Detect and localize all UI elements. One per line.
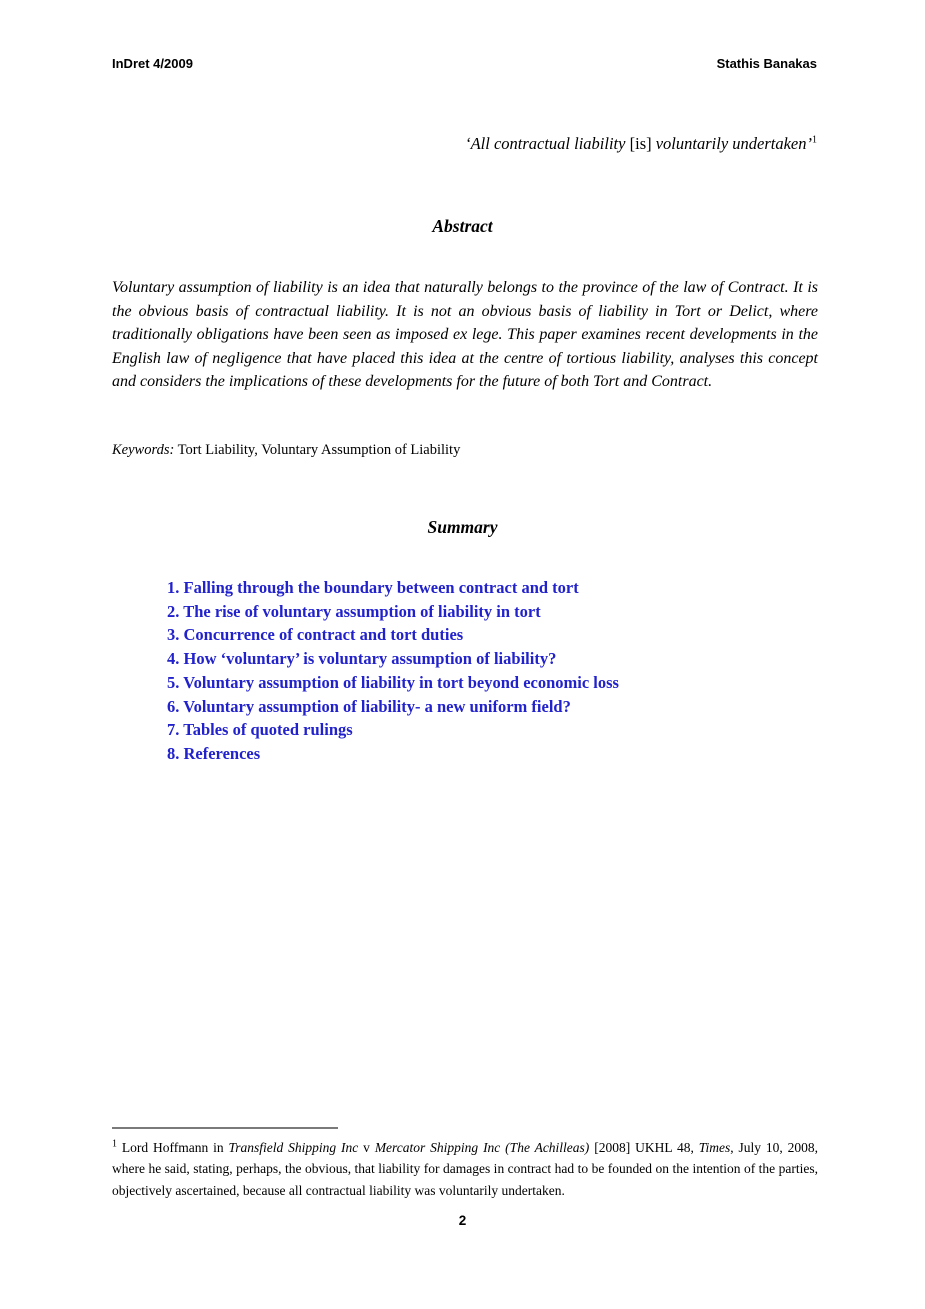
author-name: Stathis Banakas [716,56,817,71]
summary-item-6[interactable]: 6. Voluntary assumption of liability- a new uniform field? [167,696,571,716]
footnote-publication-name: Times [698,1140,731,1155]
epigraph-bracketed-is: [is] [629,134,652,153]
footnote-part-2: v [358,1140,375,1155]
footnote-part-3: [2008] UKHL 48, [589,1140,699,1155]
abstract-text: Voluntary assumption of liability is an idea that naturally belongs to the province of the law of Contract. It is the obvious basis of contractual liability. It is not an obvious basis of liability in Tort or Delict, where traditionally obligations have been seen as imposed ex lege. This paper examines recent developments in the English law of negligence that have placed this idea at the centre of tortious liability, analyses this concept and considers the implications of these developments for the future of both Tort and Contract. [112,279,818,390]
summary-toc-list [167,576,619,766]
footnote-case-name-2: Mercator Shipping Inc (The Achilleas) [374,1140,590,1155]
footnote-separator-rule [112,1127,338,1129]
footnote-text [112,1137,818,1201]
summary-item-3[interactable]: 3. Concurrence of contract and tort duties [167,625,464,645]
summary-item-7[interactable]: 7. Tables of quoted rulings [167,720,353,740]
summary-heading: Summary [427,517,498,537]
keywords-label: Keywords: [112,442,175,458]
footnote-case-name-1: Transfield Shipping Inc [228,1140,359,1155]
summary-item-5[interactable]: 5. Voluntary assumption of liability in tort beyond economic loss [167,672,619,692]
summary-item-8[interactable]: 8. References [167,743,261,763]
abstract-heading: Abstract [432,216,493,236]
summary-item-1[interactable]: 1. Falling through the boundary between contract and tort [167,578,579,597]
footnote-reference-marker: 1 [812,134,817,146]
epigraph-quote [465,134,817,154]
footnote-part-1: Lord Hoffmann in [117,1140,229,1155]
footnote-part-4: , July 10, 2008, where he said, stating, perhaps, the obvious, that liability for damages in contract had to be founded on the intention of the parties, objectively ascertained, because all contractual liability was voluntarily undertaken. [112,1140,818,1198]
page-number: 2 [458,1213,467,1228]
footnote-number: 1 [112,1138,117,1150]
journal-issue-label: InDret 4/2009 [112,56,193,71]
epigraph-italic-1: ‘All contractual liability [465,134,630,153]
keywords-line [112,442,460,459]
summary-item-2[interactable]: 2. The rise of voluntary assumption of liability in tort [167,601,541,621]
summary-item-4[interactable]: 4. How ‘voluntary’ is voluntary assumption of liability? [167,649,557,669]
epigraph-italic-2: voluntarily undertaken’ [651,134,812,153]
keywords-value: Tort Liability, Voluntary Assumption of Liability [177,442,461,458]
